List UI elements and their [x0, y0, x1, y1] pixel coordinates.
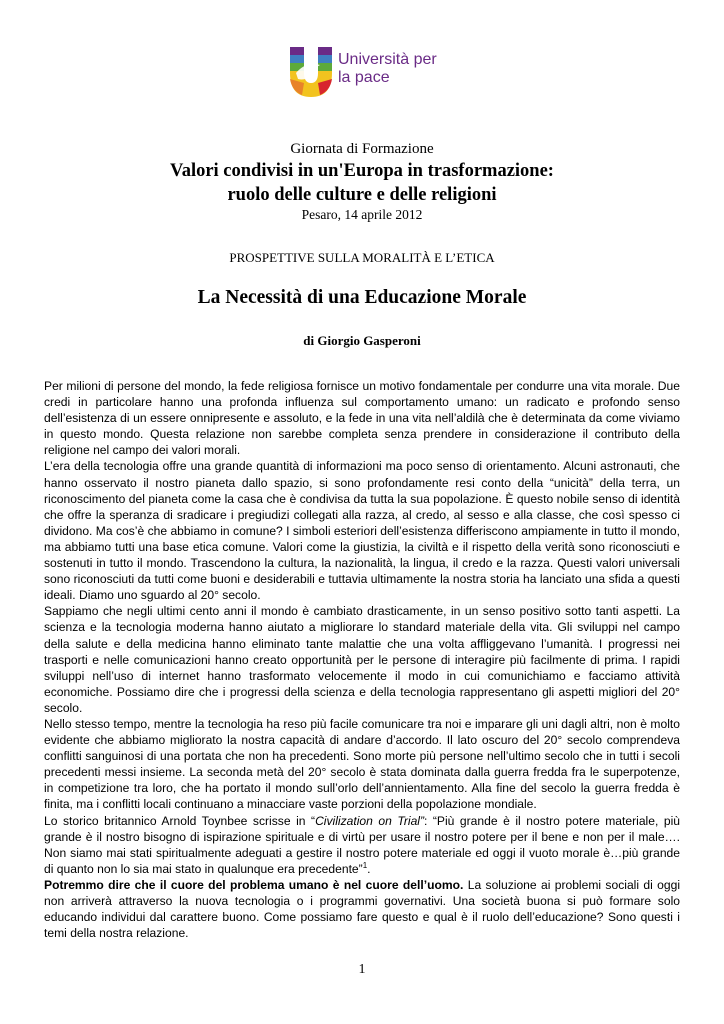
event-name: Giornata di Formazione [290, 141, 434, 157]
paragraph-5-quote: : “Più grande è il nostro potere materiale, più grande è il nostro bisogno di ispirazione spirituale e di virtù per usare il nostro potere per il bene e non per il male…. Non siamo mai stati spiritualmente adeguati a gestire il nostro potere materiale ed oggi il vuoto morale è…più grande di quanto non lo sia mai stato in qualunque era precedente” [44, 813, 680, 876]
paragraph-6-emphasis: Potremmo dire che il cuore del problema umano è nel cuore dell’uomo. [44, 877, 464, 892]
paragraph-5-intro: Lo storico britannico Arnold Toynbee scrisse in “ [44, 813, 316, 828]
university-logo [286, 43, 446, 103]
book-title: Civilization on Trial” [315, 813, 425, 828]
logo-line-2: la pace [338, 69, 390, 86]
event-title-line-1: Valori condivisi in un'Europa in trasformazione: [170, 161, 554, 181]
paragraph-2: L’era della tecnologia offre una grande quantità di informazioni ma poco senso di orientamento. Alcuni astronauti, che hanno osservato il nostro pianeta dallo spazio, si sono profondamente resi conto della “unicità” della terra, un riconoscimento del pianeta come la casa che è condivisa da tutta la sua popolazione. È questo nobile senso di identità che offre la speranza di sradicare i pregiudizi collegati alla razza, al credo, al sesso e alla classe, che così spesso ci dividono. Ma cos’è che abbiamo in comune? I simboli esteriori dell’esistenza differiscono ampiamente in tutto il mondo, ma abbiamo tutti una base etica comune. Valori come la giustizia, la civiltà e il rispetto della verità sono riconosciuti e sostenuti in tutto il mondo. Trascendono la cultura, la nazionalità, la lingua, il credo e la razza. Questi valori universali sono riconosciuti da tutti come buoni e desiderabili e tuttavia ultimamente la nostra storia ha lanciato una sfida a questi ideali. Diamo uno sguardo al 20° secolo. [44, 459, 680, 603]
article-title: La Necessità di una Educazione Morale [197, 287, 527, 308]
footnote-ref[interactable]: 1 [362, 860, 368, 870]
page-number: 1 [358, 962, 366, 977]
rainbow-dove-icon [286, 43, 336, 99]
paragraph-4: Nello stesso tempo, mentre la tecnologia ha reso più facile comunicare tra noi e imparare gli uni dagli altri, non è molto evidente che abbiamo migliorato la nostra capacità di andare d’accordo. Il lato oscuro del 20° secolo comprendeva conflitti sanguinosi di una portata che non ha precedenti. Sono morte più persone nell’ultimo secolo che in tutti i secoli precedenti messi insieme. La seconda metà del 20° secolo è stata dominata dalla guerra fredda fra le superpotenze, in competizione tra loro, che ha portato il mondo sull’orlo dell’annientamento. Alla fine del secolo la guerra fredda è finita, ma i conflitti locali continuano a minacciare vaste porzioni della popolazione mondiale. [44, 716, 680, 812]
paragraph-6 [44, 877, 680, 941]
paragraph-5-end: . [367, 861, 371, 876]
paragraph-6-text: La soluzione ai problemi sociali di oggi non arriverà attraverso la nuova tecnologia o i programmi governativi. Una società buona si può formare solo educando individui dal carattere buono. Come possiamo fare questo e qual è il ruolo dell’educazione? Sono questi i temi della nostra relazione. [44, 877, 681, 941]
section-heading: PROSPETTIVE SULLA MORALITÀ E L’ETICA [229, 250, 495, 265]
paragraph-3: Sappiamo che negli ultimi cento anni il mondo è cambiato drasticamente, in un senso positivo sotto tanti aspetti. La scienza e la tecnologia moderna hanno aiutato a migliorare lo standard materiale della vita. Gli sviluppi nel campo della salute e della medicina hanno eliminato tante malattie che una volta affliggevano l’umanità. I progressi nei trasporti e nelle comunicazioni hanno creato opportunità per le persone di interagire più facilmente di prima. I rapidi sviluppi nell’uso di internet hanno trasformato velocemente il modo in cui comunichiamo e facciamo attività economiche. Possiamo dire che i progressi della scienza e della tecnologia rappresentano gli aspetti migliori del 20° secolo. [44, 604, 680, 715]
event-title [0, 159, 724, 207]
logo-line-1: Università per [338, 51, 437, 68]
article-author: di Giorgio Gasperoni [303, 333, 421, 348]
paragraph-5 [44, 813, 680, 877]
paragraph-1: Per milioni di persone del mondo, la fede religiosa fornisce un motivo fondamentale per condurre una vita morale. Due credi in particolare hanno una profonda influenza sul comportamento umano: un radicato e profondo senso dell’esistenza di un essere onnipresente e assoluto, e la fede in una vita nell’aldilà che è determinata da come viviamo in questo mondo. Questa relazione non sarebbe completa senza prendere in considerazione il contributo della religione nel campo dei valori morali. [44, 379, 680, 458]
event-title-line-2: ruolo delle culture e delle religioni [227, 185, 497, 205]
event-date: Pesaro, 14 aprile 2012 [301, 207, 423, 222]
logo-text [338, 51, 437, 87]
article-body [44, 378, 680, 941]
